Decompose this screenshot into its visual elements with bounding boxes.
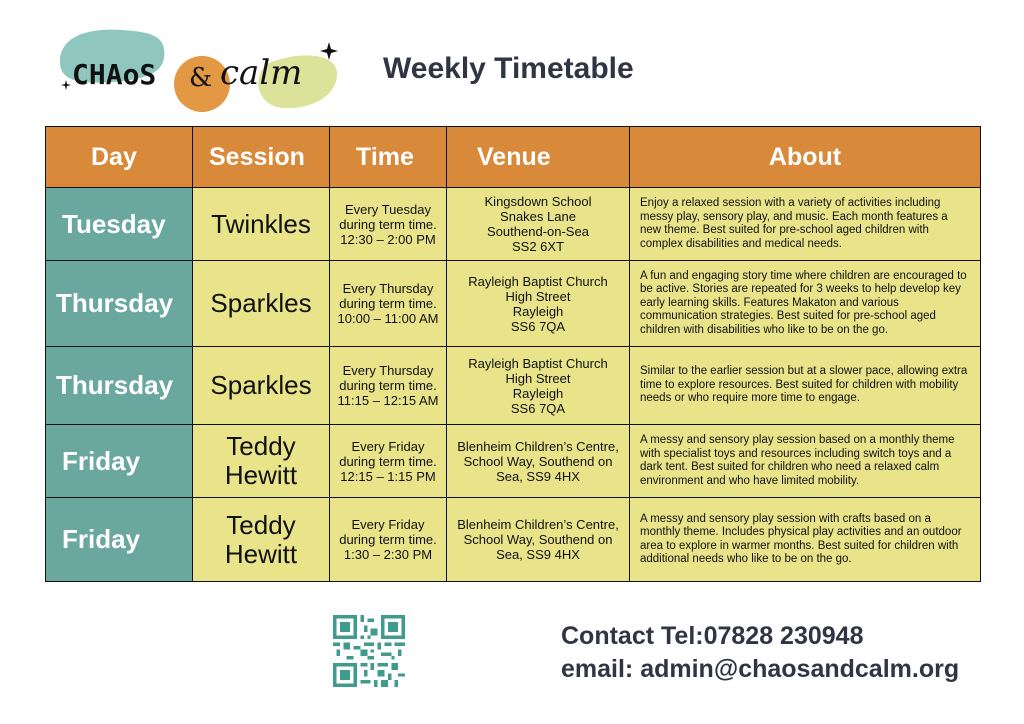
time-line: Every Friday <box>351 517 425 532</box>
about-cell: A messy and sensory play session based on a monthly theme with specialist toys and resources including switch toys and a dark tent. Best suited for children who need a relaxed calm environment and who have limited mobility. <box>630 425 981 498</box>
about-cell: Enjoy a relaxed session with a variety of activities including messy play, sensory play, and music. Each month features a new theme. Best suited for pre-school aged children with complex disabilities and medical needs. <box>630 188 981 261</box>
time-cell <box>330 347 447 425</box>
about-cell: A fun and engaging story time where children are encouraged to be active. Stories are repeated for 3 weeks to help develop key early learning skills. Features Makaton and various communication strategies. Best suited for pre-school aged children with disabilities who like to be on the go. <box>630 261 981 347</box>
time-line: Every Tuesday <box>345 201 431 217</box>
column-header-venue: Venue <box>447 127 630 188</box>
column-header-day: Day <box>46 127 193 188</box>
time-line: during term time. <box>339 296 437 311</box>
venue-line: Snakes Lane <box>500 209 576 224</box>
page-title: Weekly Timetable <box>383 52 634 85</box>
time-line: 12:30 – 2:00 PM <box>340 231 436 247</box>
venue-line: High Street <box>505 288 571 304</box>
sparkle-small-icon <box>61 80 71 90</box>
venue-line: SS6 7QA <box>510 318 566 334</box>
time-line: Every Friday <box>351 438 425 454</box>
column-header-time: Time <box>330 127 447 188</box>
venue-line: Kingsdown School <box>484 194 592 209</box>
table-row <box>46 261 981 347</box>
venue-line: SS6 7QA <box>510 400 566 416</box>
venue-line: SS2 6XT <box>511 239 565 254</box>
time-cell <box>330 261 447 347</box>
table-row <box>46 188 981 261</box>
contact-info <box>561 620 959 686</box>
venue-line: Southend-on-Sea <box>487 224 589 239</box>
day-cell: Friday <box>46 425 193 498</box>
logo-text-chaos: CHAoS <box>72 58 157 91</box>
time-cell <box>330 188 447 261</box>
session-name: Sparkles <box>210 370 312 400</box>
time-cell <box>330 498 447 582</box>
time-line: during term time. <box>339 453 437 469</box>
venue-cell <box>447 498 630 582</box>
session-cell <box>193 425 330 498</box>
session-name: Teddy <box>226 509 296 540</box>
day-cell: Thursday <box>46 261 193 347</box>
session-name: Teddy <box>226 431 296 461</box>
time-line: 10:00 – 11:00 AM <box>337 311 439 326</box>
venue-cell <box>447 188 630 261</box>
time-line: Every Thursday <box>342 363 434 378</box>
session-name: Twinkles <box>211 208 311 239</box>
venue-line: Sea, SS9 4HX <box>496 547 580 562</box>
day-cell: Thursday <box>46 347 193 425</box>
venue-line: School Way, Southend on <box>463 532 613 547</box>
session-name: Hewitt <box>224 538 298 569</box>
session-cell <box>193 261 330 347</box>
about-cell: Similar to the earlier session but at a slower pace, allowing extra time to explore resources. Best suited for children with mobility needs or who require more time to engage. <box>630 347 981 425</box>
contact-email[interactable]: email: admin@chaosandcalm.org <box>561 655 960 683</box>
day-cell: Tuesday <box>46 188 193 261</box>
table-row <box>46 425 981 498</box>
venue-line: Blenheim Children’s Centre, <box>457 517 619 532</box>
venue-line: School Way, Southend on <box>463 453 613 469</box>
venue-line: Sea, SS9 4HX <box>496 468 580 484</box>
qr-code-icon[interactable] <box>333 615 405 687</box>
day-cell: Friday <box>46 498 193 582</box>
table-header-row <box>46 127 981 188</box>
time-line: during term time. <box>339 378 437 393</box>
time-line: 1:30 – 2:30 PM <box>343 547 433 562</box>
logo-text-calm: calm <box>220 53 303 93</box>
session-cell <box>193 188 330 261</box>
column-header-about: About <box>630 127 981 188</box>
sparkle-icon <box>320 42 338 60</box>
venue-cell <box>447 261 630 347</box>
weekly-timetable <box>45 126 981 582</box>
venue-line: Blenheim Children’s Centre, <box>457 438 619 454</box>
table-row <box>46 498 981 582</box>
venue-cell <box>447 347 630 425</box>
time-cell <box>330 425 447 498</box>
session-cell <box>193 347 330 425</box>
venue-line: Rayleigh Baptist Church <box>468 355 608 371</box>
venue-line: Rayleigh <box>512 385 564 401</box>
time-line: Every Thursday <box>342 281 434 296</box>
contact-phone[interactable]: Contact Tel:07828 230948 <box>561 622 864 650</box>
session-name: Sparkles <box>210 288 312 318</box>
venue-line: High Street <box>505 370 571 386</box>
about-cell: A messy and sensory play session with crafts based on a monthly theme. Includes physical play activities and an outdoor area to explore in warmer months. Best suited for children with additional needs who like to be on the go. <box>630 498 981 582</box>
time-line: 12:15 – 1:15 PM <box>340 468 436 484</box>
time-line: during term time. <box>339 216 437 232</box>
session-name: Hewitt <box>224 460 298 490</box>
time-line: 11:15 – 12:15 AM <box>337 393 439 408</box>
venue-line: Rayleigh <box>512 303 564 319</box>
chaos-and-calm-logo <box>52 22 352 117</box>
venue-line: Rayleigh Baptist Church <box>468 273 608 289</box>
logo-ampersand: & <box>189 63 213 93</box>
table-row <box>46 347 981 425</box>
session-cell <box>193 498 330 582</box>
column-header-session: Session <box>193 127 330 188</box>
time-line: during term time. <box>339 532 437 547</box>
venue-cell <box>447 425 630 498</box>
